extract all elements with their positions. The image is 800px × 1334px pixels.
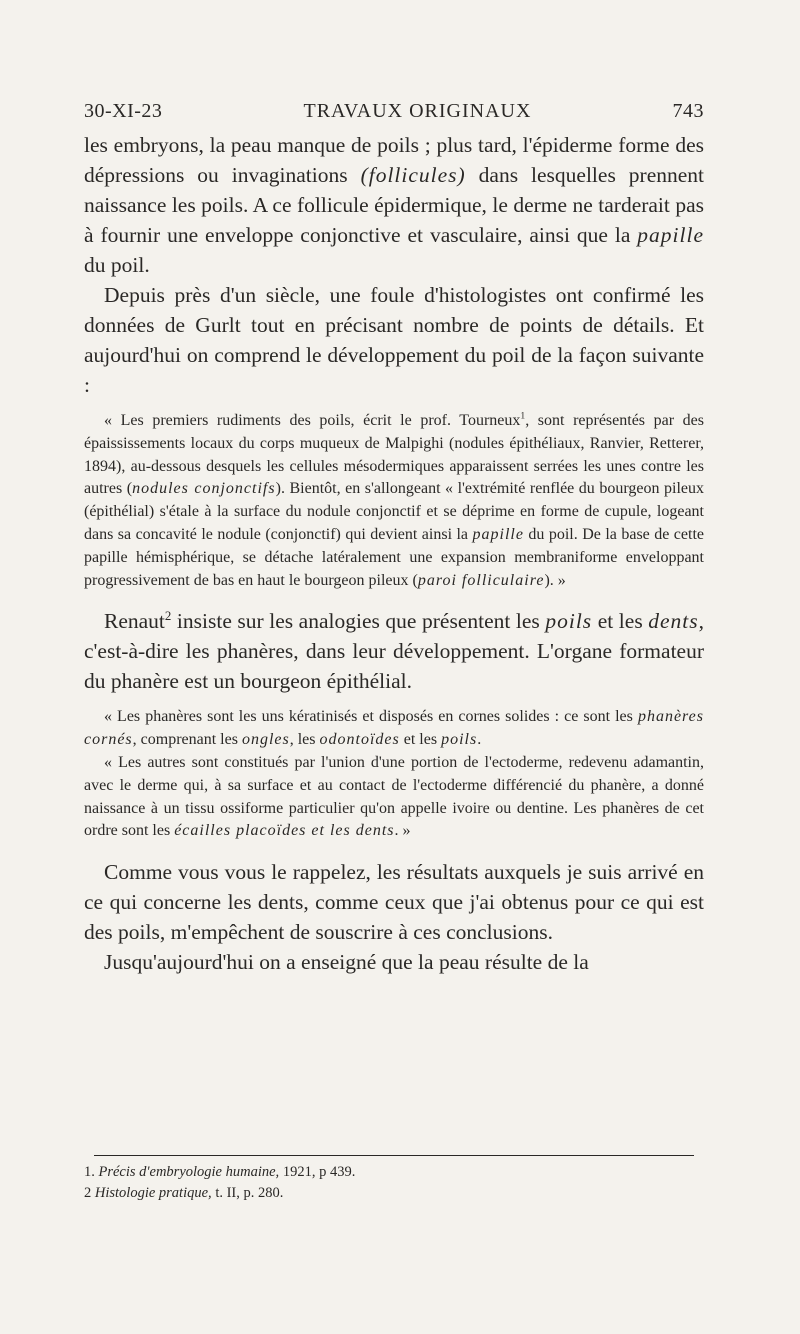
term-ongles: ongles [241,731,290,749]
quote-tourneux [84,410,704,592]
quote-text: « Les premiers rudiments des poils, écrit le prof. Tourneux [104,412,521,429]
header-date: 30-XI-23 [84,100,163,122]
quote-text: « Les autres sont constitués par l'union d'une portion de l'ectoderme, redevenu adamantin, avec le derme qui, à sa surface et au contact de l'ectoderme différencié du phanère, a donné naissance à un tissu ossiforme particulier qu'on appelle ivoire ou dentine. Les phanères de cet ordre sont les [84,753,704,840]
term-ecailles-placoides: écailles placoïdes et les dents [174,822,395,840]
footnote-number: 1. [84,1164,95,1180]
footnote-1 [84,1162,704,1183]
footnote-detail: 1921, p 439. [279,1164,356,1180]
paragraph-3-text: Renaut [104,609,165,634]
term-papille: papille [472,525,524,543]
quote-text: . [477,731,482,749]
quote-text: ). Bientôt, en s'allongeant « l'extrémité renflée du bourgeon pileux (épithélial) s'étale à la surface du nodule conjonctif et se déprime en forme de cupule, logeant dans sa concavité le nodule (conjonctif) qui devient ainsi la [84,480,705,543]
quote-text: du poil. De la base de cette papille hémisphérique, se détache latéralement une expansion membraniforme enveloppant progressivement de bas en haut le bourgeon pileux ( [84,525,704,589]
paragraph-1-text: du poil. [84,253,150,277]
term-poils: poils [441,731,478,749]
paragraph-3-text: insiste sur les analogies que présentent les [171,609,546,634]
quote-autres-phaneres [84,752,704,843]
term-poils: poils [545,609,593,634]
paragraph-5: Jusqu'aujourd'hui on a enseigné que la peau résulte de la [104,950,589,975]
header-title: TRAVAUX ORIGINAUX [303,100,532,122]
footnote-number: 2 [84,1185,92,1201]
running-header [84,100,704,130]
term-follicules: (follicules) [360,163,466,187]
paragraph-3-text: , c'est-à-dire les phanères, dans leur développement. L'organe formateur du phanère est un bourgeon épithélial. [84,609,705,694]
quote-text: . » [394,822,411,840]
quote-text: , comprenant les [132,731,242,749]
term-paroi-folliculaire: paroi folliculaire [417,571,545,589]
term-dents: dents [648,609,699,634]
paragraph-1 [84,130,704,280]
quote-text: ). » [544,571,566,589]
footnote-title: Histologie pratique, [94,1185,212,1201]
term-phaneres-cornes: phanères cornés [84,708,704,749]
footnote-ref-2: 2 [164,609,172,624]
paragraph-3-text: et les [592,609,649,634]
paragraph-4: Comme vous vous le rappelez, les résultats auxquels je suis arrivé en ce qui concerne les dents, comme ceux que j'ai obtenus pour ce qui est des poils, m'empêchent de souscrire à ces conclusions. [84,860,704,945]
paragraph-1-text: les embryons, la peau manque de poils ; plus tard, l'épiderme forme des dépressions ou invaginations [84,133,704,187]
paragraph-1-text: dans lesquelles prennent naissance les poils. A ce follicule épidermique, le derme ne tarderait pas à fournir une enveloppe conjonctive et vasculaire, ainsi que la [84,163,704,247]
term-papille: papille [637,223,704,247]
quote-text: et les [399,731,442,749]
quote-phaneres-cornes [84,706,704,752]
footnote-ref-1: 1 [520,410,526,422]
footnote-title: Précis d'embryologie humaine, [98,1164,280,1180]
footnote-divider [94,1155,694,1156]
footnote-detail: t. II, p. 280. [211,1185,284,1201]
quote-text: , les [289,731,320,749]
term-odontoides: odontoïdes [319,731,400,749]
page-body [84,100,704,977]
quote-text: , sont représentés par des épaississements locaux du corps muqueux de Malpighi (nodules épithéliaux, Ranvier, Retterer, 1894), au-dessous desquels les cellules mésodermiques apparaissent serrées les unes contre les autres ( [84,412,705,498]
paragraph-2: Depuis près d'un siècle, une foule d'histologistes ont confirmé les données de Gurlt tout en précisant nombre de points de détails. Et aujourd'hui on comprend le développement du poil de la façon suivante : [84,283,704,397]
footnote-2 [84,1183,704,1204]
paragraph-3 [84,606,704,696]
footnotes [84,1162,704,1204]
term-nodules-conjonctifs: nodules conjonctifs [132,480,276,498]
page-number: 743 [672,100,704,122]
quote-text: « Les phanères sont les uns kératinisés et disposés en cornes solides : ce sont les [104,708,638,726]
